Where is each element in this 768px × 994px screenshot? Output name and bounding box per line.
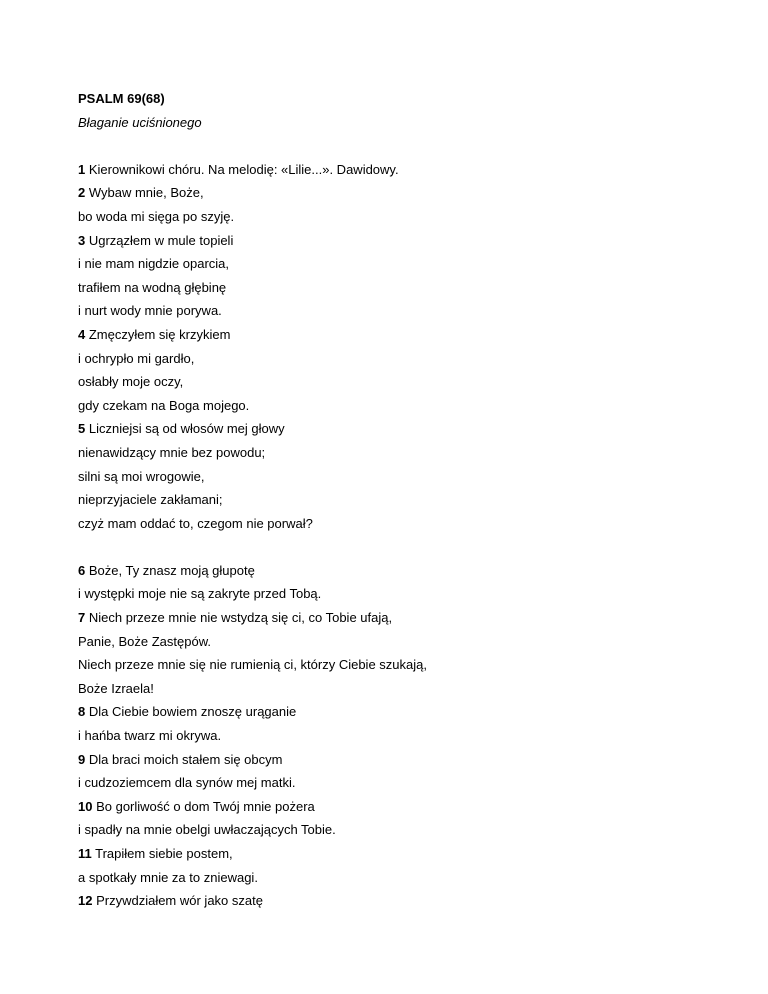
verse-number: 5 xyxy=(78,421,86,437)
verse-line xyxy=(78,729,698,753)
verse-text: Wybaw mnie, Boże, xyxy=(85,185,204,201)
spacer xyxy=(78,139,698,163)
verse-text: Niech przeze mnie się nie rumienią ci, którzy Ciebie szukają, xyxy=(78,657,427,673)
verse-number: 2 xyxy=(78,185,86,201)
verse-text: a spotkały mnie za to zniewagi. xyxy=(78,869,258,885)
verse-line xyxy=(78,847,698,871)
verse-number: 6 xyxy=(78,562,86,578)
verse-text: silni są moi wrogowie, xyxy=(78,468,205,484)
verse-line xyxy=(78,328,698,352)
verse-line xyxy=(78,894,698,918)
verse-text: Panie, Boże Zastępów. xyxy=(78,633,211,649)
verse-number: 4 xyxy=(78,326,86,342)
verse-text: Dla Ciebie bowiem znoszę urąganie xyxy=(85,704,297,720)
verse-number: 1 xyxy=(78,161,86,177)
verse-text: czyż mam oddać to, czegom nie porwał? xyxy=(78,515,313,531)
verse-line xyxy=(78,470,698,494)
verse-text: Ugrzązłem w mule topieli xyxy=(85,232,234,248)
verse-text: i ochrypło mi gardło, xyxy=(78,350,195,366)
verse-text: Przywdziałem wór jako szatę xyxy=(92,893,263,909)
verse-text: Trapiłem siebie postem, xyxy=(91,846,233,861)
verse-text: nienawidzący mnie bez powodu; xyxy=(78,444,266,460)
verse-text: Boże, Ty znasz moją głupotę xyxy=(85,562,255,578)
verse-line xyxy=(78,210,698,234)
stanza-gap xyxy=(78,540,698,564)
verse-text: osłabły moje oczy, xyxy=(78,374,184,390)
verse-text: i hańba twarz mi okrywa. xyxy=(78,728,222,744)
verse-text: Boże Izraela! xyxy=(78,680,154,696)
verse-number: 11 xyxy=(78,846,92,861)
verse-line xyxy=(78,871,698,895)
verse-line xyxy=(78,682,698,706)
verse-line xyxy=(78,587,698,611)
verse-text: i cudzoziemcem dla synów mej matki. xyxy=(78,775,296,791)
verse-line xyxy=(78,823,698,847)
verse-line xyxy=(78,635,698,659)
verse-text: Dla braci moich stałem się obcym xyxy=(85,751,283,767)
verse-number: 3 xyxy=(78,232,86,248)
verse-number: 9 xyxy=(78,751,86,767)
verse-text: Zmęczyłem się krzykiem xyxy=(85,326,231,342)
psalm-title: PSALM 69(68) xyxy=(78,91,165,106)
psalm-content xyxy=(78,92,698,918)
verse-line xyxy=(78,422,698,446)
verse-text: i nie mam nigdzie oparcia, xyxy=(78,256,230,272)
verse-line xyxy=(78,611,698,635)
verse-line xyxy=(78,776,698,800)
verse-line xyxy=(78,186,698,210)
verse-line xyxy=(78,399,698,423)
stanza xyxy=(78,163,698,541)
verse-text: bo woda mi sięga po szyję. xyxy=(78,208,235,224)
verse-line xyxy=(78,257,698,281)
verse-line xyxy=(78,352,698,376)
verse-line xyxy=(78,446,698,470)
verse-text: i nurt wody mnie porywa. xyxy=(78,303,222,319)
verse-line xyxy=(78,658,698,682)
verse-line xyxy=(78,375,698,399)
verse-line xyxy=(78,800,698,824)
verse-text: i występki moje nie są zakryte przed Tobą. xyxy=(78,586,322,602)
stanza xyxy=(78,564,698,918)
verse-line xyxy=(78,705,698,729)
psalm-stanzas xyxy=(78,163,698,918)
verse-number: 12 xyxy=(78,893,93,909)
verse-text: gdy czekam na Boga mojego. xyxy=(78,397,250,413)
verse-line xyxy=(78,163,698,187)
verse-line xyxy=(78,564,698,588)
verse-text: Liczniejsi są od włosów mej głowy xyxy=(85,421,285,437)
verse-text: nieprzyjaciele zakłamani; xyxy=(78,492,223,508)
verse-line xyxy=(78,234,698,258)
verse-number: 7 xyxy=(78,610,86,626)
verse-line xyxy=(78,753,698,777)
verse-text: i spadły na mnie obelgi uwłaczających Tobie. xyxy=(78,822,336,838)
verse-text: Kierownikowi chóru. Na melodię: «Lilie...». Dawidowy. xyxy=(85,161,399,177)
verse-text: trafiłem na wodną głębinę xyxy=(78,279,227,295)
verse-line xyxy=(78,304,698,328)
psalm-subtitle: Błaganie uciśnionego xyxy=(78,114,202,130)
verse-number: 8 xyxy=(78,704,86,720)
verse-line xyxy=(78,493,698,517)
verse-text: Bo gorliwość o dom Twój mnie pożera xyxy=(92,798,315,814)
verse-line xyxy=(78,517,698,541)
verse-text: Niech przeze mnie nie wstydzą się ci, co Tobie ufają, xyxy=(85,610,393,626)
verse-line xyxy=(78,281,698,305)
verse-number: 10 xyxy=(78,798,93,814)
